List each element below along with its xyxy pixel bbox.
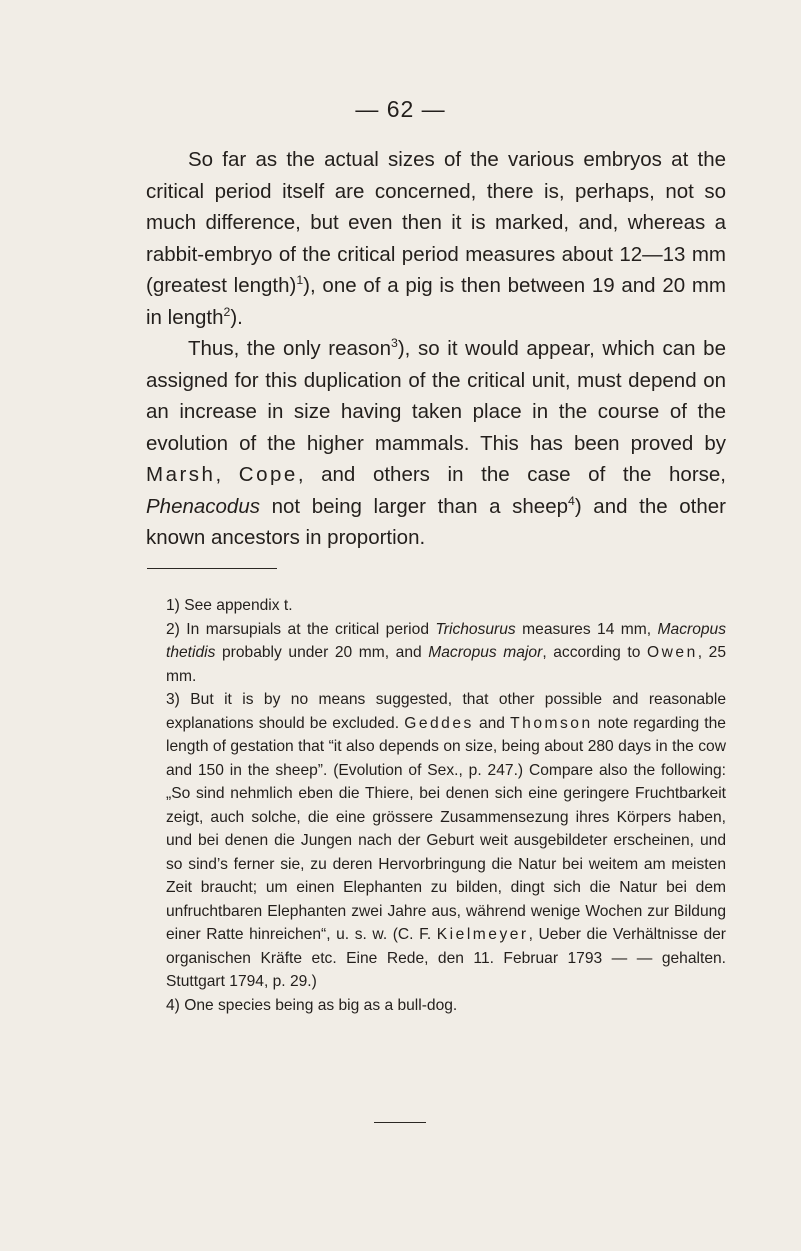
footnote-4: 4) One species being as big as a bull-dog. (166, 996, 458, 1014)
taxon-name: Phenacodus (146, 494, 260, 518)
page-number: — 62 — (355, 96, 446, 122)
footnote-ref-4: 4 (568, 493, 575, 508)
author-name: Owen (647, 644, 698, 661)
footnote-ref-1: 1 (296, 273, 304, 288)
footnote-ref-2: 2 (223, 304, 231, 319)
author-name: Marsh (146, 463, 216, 486)
author-name: Thomson (510, 714, 593, 732)
author-name: Cope (238, 463, 298, 486)
footnote-ref-3: 3 (390, 336, 398, 351)
paragraph-2: Thus, the only reason$^3$), so it would appear, which can be assigned for this duplication of the critical unit, must depend on an increase in size having taken place in the course of the evolution of the higher mammals. This has been proved by Marsh, Cope, and others in the case of the horse, Phenacodus not being larger than a sheep$^4$) and the other known ancestors in proportion. (146, 336, 726, 549)
end-rule (374, 1122, 426, 1123)
footnote-separator-rule (147, 568, 277, 569)
paragraph-1: So far as the actual sizes of the various embryos at the critical period itself are concerned, there is, perhaps, not so much difference, but even then it is marked, and, whereas a rabbit-embryo of the critical period measures about 12—13 mm (greatest length)$^1$), one of a pig is then between 19 and 20 mm in length$^2$). (146, 148, 727, 329)
footnote-3: 3) But it is by no means suggested, that other possible and reasonable explanations should be excluded. Geddes and Thomson note regarding the length of gestation that “it also depends on size, being about 280 days in the cow and 150 in the sheep”. (Evolution of Sex., p. 247.) Compare also the following: „So sind nehmlich eben die Thiere, bei denen sich eine geringere Fruchtbarkeit zeigt, auch solche, die eine grössere Zusammensezung ihres Körpers haben, und bei denen die Jungen nach der Geburt weit ausgebildeter erscheinen, und so sind’s ferner sie, zu deren Hervorbringung die Natur bei weitem am meisten Zeit braucht; um einen Elephanten zu bilden, dingt sich die Natur bei dem unfruchtbaren Elephanten zwei Jahre aus, während wenige Wochen zur Bildung einer Ratte hinreichen“, u. s. w. (C. F. Kielmeyer, Ueber die Verhältnisse der organischen Kräfte etc. Eine Rede, den 11. Februar 1793 — — gehalten. Stuttgart 1794, p. 29.) (166, 691, 726, 990)
body-text (146, 144, 726, 554)
author-name: Kielmeyer (436, 926, 529, 943)
author-name: Geddes (404, 714, 474, 732)
footnote-1: 1) See appendix t. (166, 597, 293, 614)
footnotes (166, 594, 726, 1017)
footnote-2: 2) In marsupials at the critical period Trichosurus measures 14 mm, Macropus thetidis probably under 20 mm, and Macropus major, according to Owen, 25 mm. (166, 620, 727, 685)
